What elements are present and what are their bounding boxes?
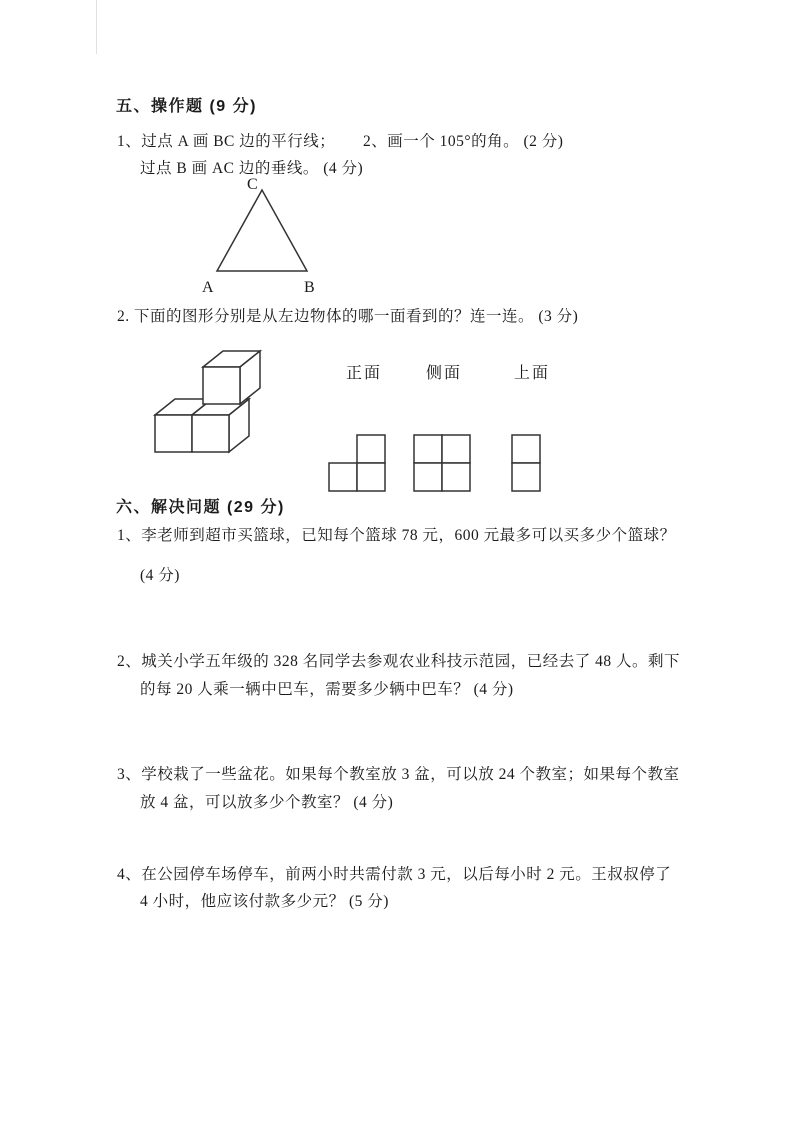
cube-stack-diagram <box>155 351 260 452</box>
triangle-label-b: B <box>304 279 315 296</box>
view-label-front: 正面 <box>346 365 383 382</box>
view-label-side: 侧面 <box>426 365 463 382</box>
problem-2-text-line1: 2、城关小学五年级的 328 名同学去参观农业科技示范园，已经去了 48 人。剩下 <box>117 653 681 670</box>
problem-3-text-line1: 3、学校栽了一些盆花。如果每个教室放 3 盆，可以放 24 个教室；如果每个教室 <box>117 766 680 783</box>
operations-q1-instruction-parallel: 1、过点 A 画 BC 边的平行线； <box>117 133 336 150</box>
front-view-grid <box>329 435 385 491</box>
operations-q2-matching-instruction: 2. 下面的图形分别是从左边物体的哪一面看到的？连一连。 (3 分) <box>117 308 579 325</box>
problem-1-score: (4 分) <box>140 567 180 584</box>
triangle-diagram <box>140 175 350 305</box>
problem-2-text-line2: 的每 20 人乘一辆中巴车，需要多少辆中巴车？ (4 分) <box>140 681 514 698</box>
section-problems-title: 六、解决问题 (29 分) <box>116 499 285 516</box>
triangle-label-c: C <box>247 176 258 193</box>
cube-views-figure <box>140 345 570 500</box>
operations-q1-instruction-perpendicular: 过点 B 画 AC 边的垂线。 (4 分) <box>140 160 364 177</box>
cube-upper-front-face <box>203 367 240 404</box>
operations-q2-instruction-angle: 2、画一个 105°的角。 (2 分) <box>363 133 564 150</box>
section-operations-title: 五、操作题 (9 分) <box>116 98 257 115</box>
left-margin-line <box>96 0 97 54</box>
problem-4-text-line2: 4 小时，他应该付款多少元？ (5 分) <box>140 893 389 910</box>
triangle-label-a: A <box>202 279 214 296</box>
problem-4-text-line1: 4、在公园停车场停车，前两小时共需付款 3 元，以后每小时 2 元。王叔叔停了 <box>117 866 672 883</box>
side-view-grid <box>414 435 470 491</box>
problem-3-text-line2: 放 4 盆，可以放多少个教室？ (4 分) <box>140 794 394 811</box>
view-label-top: 上面 <box>514 365 551 382</box>
cube-left-front-face <box>155 415 192 452</box>
triangle-shape <box>217 190 307 271</box>
cube-right-front-face <box>192 415 229 452</box>
top-view-grid <box>512 435 540 491</box>
problem-1-text: 1、李老师到超市买篮球，已知每个篮球 78 元，600 元最多可以买多少个篮球？ <box>117 527 676 544</box>
